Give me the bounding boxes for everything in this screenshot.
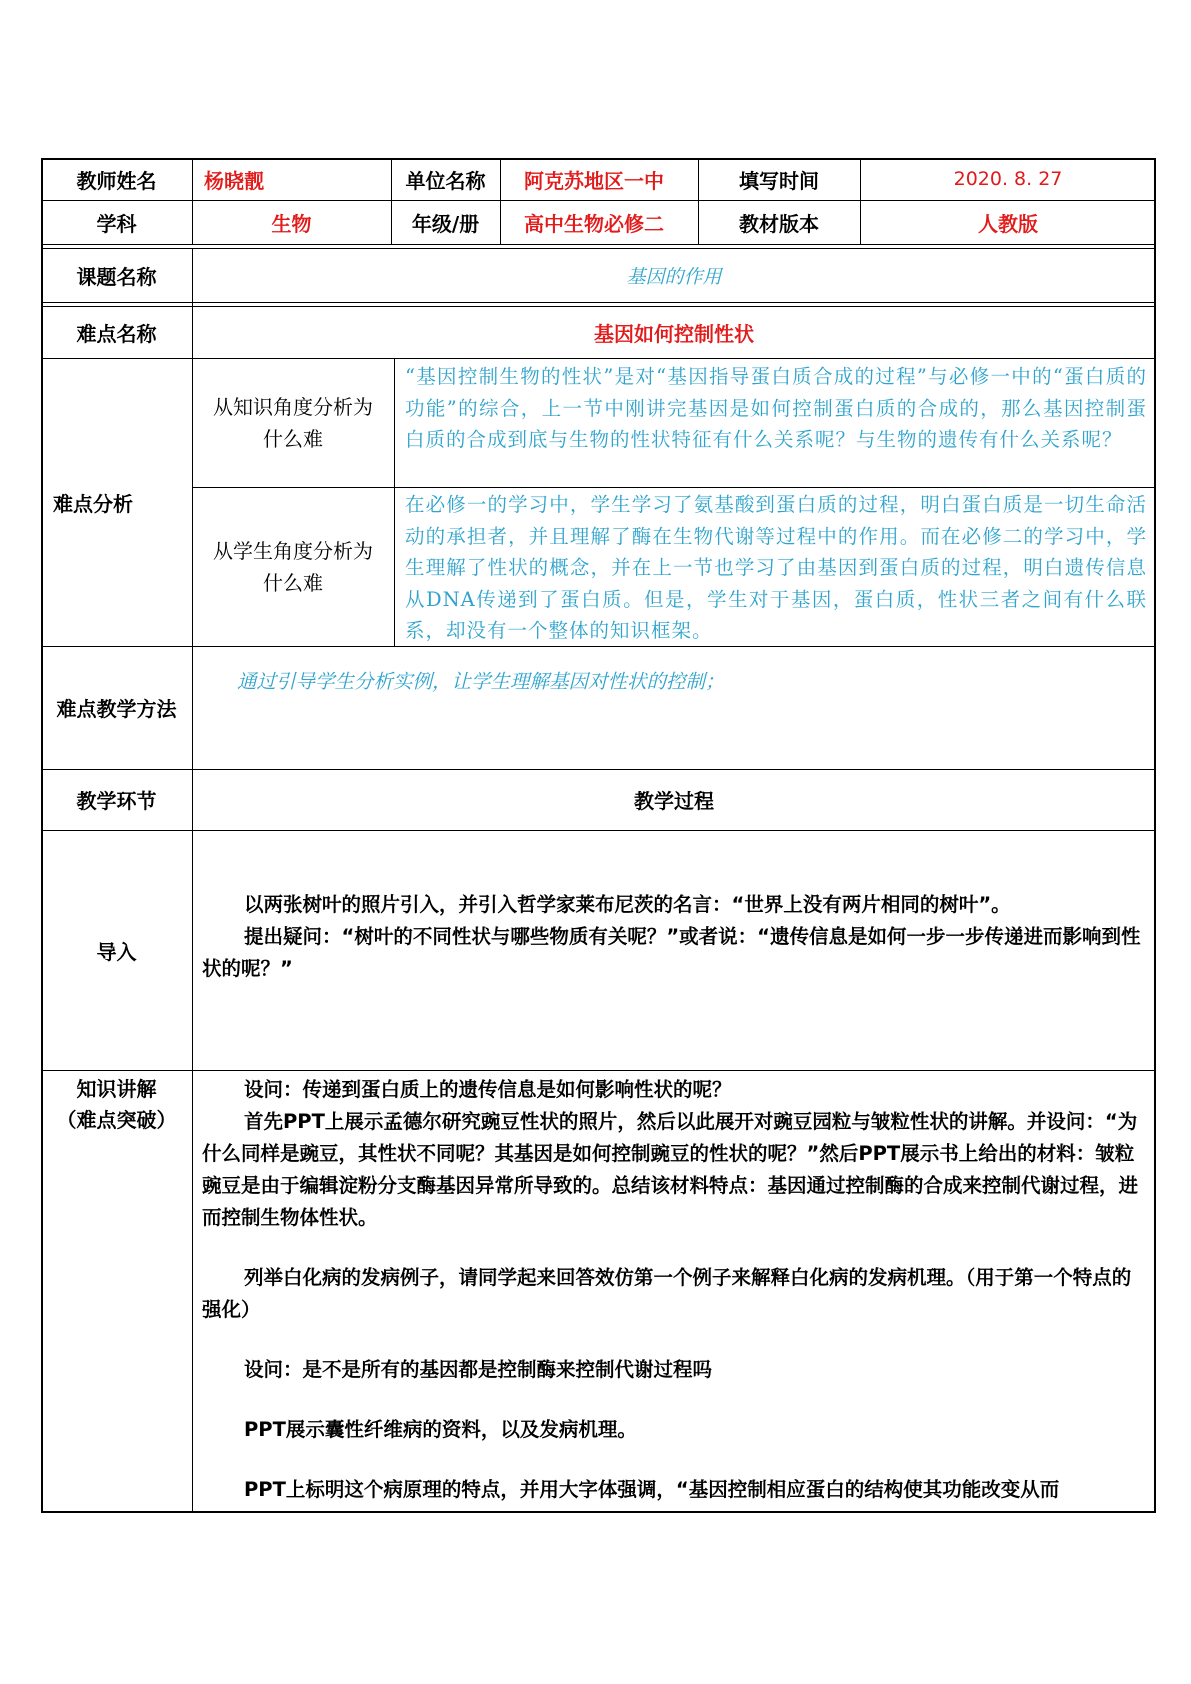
lesson-plan-table xyxy=(41,158,1156,1513)
grade-value: 高中生物必修二 xyxy=(524,211,664,236)
grade-label: 年级/册 xyxy=(411,211,480,236)
divider xyxy=(394,358,395,646)
method-label: 难点教学方法 xyxy=(56,697,177,721)
method-text: 通过引导学生分析实例，让学生理解基因对性状的控制； xyxy=(237,670,725,693)
process-stage-label: 教学环节 xyxy=(76,789,157,813)
edition-value: 人教版 xyxy=(978,211,1038,236)
knowledge-angle-label: 从知识角度分析为什么难 xyxy=(213,394,373,451)
divider xyxy=(41,1070,1156,1071)
topic-value: 基因的作用 xyxy=(626,265,722,288)
time-label: 填写时间 xyxy=(739,168,819,193)
intro-label: 导入 xyxy=(96,939,137,964)
subject-value: 生物 xyxy=(271,211,312,236)
teacher-label: 教师姓名 xyxy=(76,168,157,193)
intro-paragraph-1: 以两张树叶的照片引入，并引入哲学家莱布尼茨的名言：“世界上没有两片相同的树叶”。 xyxy=(244,893,1011,916)
knowledge-label-line-1: 知识讲解 xyxy=(76,1077,157,1101)
knowledge-label xyxy=(41,1074,192,1136)
knowledge-paragraph-1: 设问：传递到蛋白质上的遗传信息是如何影响性状的呢？ xyxy=(244,1078,732,1101)
knowledge-paragraph-2: 首先PPT上展示孟德尔研究豌豆性状的照片，然后以此展开对豌豆园粒与皱粒性状的讲解。并设问：“为什么同样是豌豆，其性状不同呢？其基因是如何控制豌豆的性状的呢？”然后PPT展示书上给出的材料：皱粒豌豆是由于编辑淀粉分支酶基因异常所导致的。总结该材料特点：基因通过控制酶的合成来控制代谢过程，进而控制生物体性状。 xyxy=(202,1110,1139,1229)
topic-label: 课题名称 xyxy=(76,264,157,289)
student-angle-text: 在必修一的学习中，学生学习了氨基酸到蛋白质的过程，明白蛋白质是一切生命活动的承担者，并且理解了酶在生物代谢等过程中的作用。而在必修二的学习中，学生理解了性状的概念，并在上一节也学习了由基因到蛋白质的过程，明白遗传信息从DNA传递到了蛋白质。但是，学生对于基因，蛋白质，性状三者之间有什么联系，却没有一个整体的知识框架。 xyxy=(405,493,1147,642)
knowledge-paragraph-5: PPT展示囊性纤维病的资料，以及发病机理。 xyxy=(244,1418,637,1441)
student-angle-label: 从学生角度分析为什么难 xyxy=(213,538,373,595)
unit-value: 阿克苏地区一中 xyxy=(524,168,664,193)
intro-paragraph-2: 提出疑问：“树叶的不同性状与哪些物质有关呢？”或者说：“遗传信息是如何一步一步传递进而影响到性状的呢？” xyxy=(202,925,1141,980)
difficulty-label: 难点名称 xyxy=(76,321,157,346)
intro-content xyxy=(202,889,1147,985)
knowledge-label-line-2: （难点突破） xyxy=(56,1108,177,1132)
unit-label: 单位名称 xyxy=(405,168,486,193)
knowledge-angle-text: “基因控制生物的性状”是对“基因指导蛋白质合成的过程”与必修一中的“蛋白质的功能”的综合，上一节中刚讲完基因是如何控制蛋白质的合成的，那么基因控制蛋白质的合成到底与生物的性状特征有什么关系呢？与生物的遗传有什么关系呢？ xyxy=(405,365,1147,451)
teacher-value: 杨晓靓 xyxy=(204,168,264,193)
knowledge-content xyxy=(202,1074,1147,1506)
difficulty-value: 基因如何控制性状 xyxy=(594,321,754,346)
divider xyxy=(41,244,1156,245)
knowledge-paragraph-4: 设问：是不是所有的基因都是控制酶来控制代谢过程吗 xyxy=(244,1358,713,1381)
divider xyxy=(41,830,1156,831)
analysis-label: 难点分析 xyxy=(53,491,133,516)
time-value: 2020. 8. 27 xyxy=(953,168,1063,190)
divider xyxy=(41,302,1156,303)
edition-label: 教材版本 xyxy=(739,211,819,236)
process-label: 教学过程 xyxy=(634,789,714,813)
subject-label: 学科 xyxy=(96,211,137,236)
knowledge-paragraph-6: PPT上标明这个病原理的特点，并用大字体强调，“基因控制相应蛋白的结构使其功能改变从而 xyxy=(244,1478,1060,1501)
knowledge-paragraph-3: 列举白化病的发病例子，请同学起来回答效仿第一个例子来解释白化病的发病机理。（用于第一个特点的强化） xyxy=(202,1266,1132,1321)
